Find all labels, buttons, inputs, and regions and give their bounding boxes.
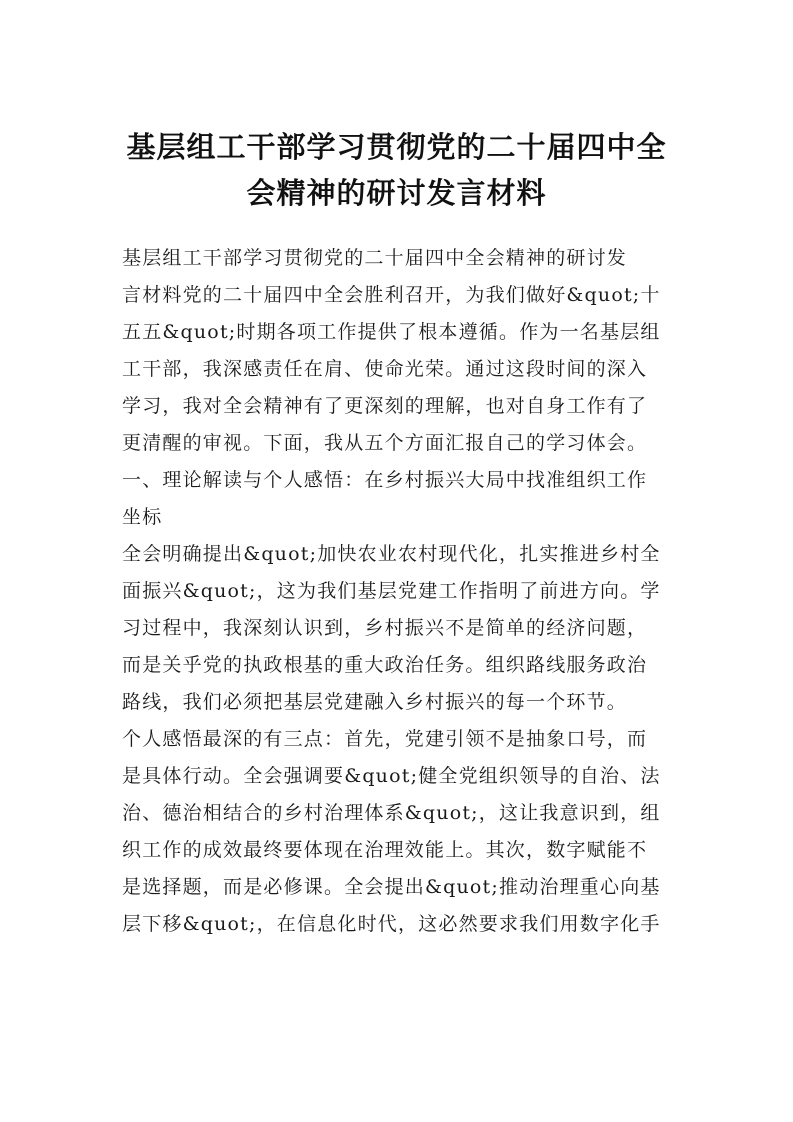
body-line: 路线，我们必须把基层党建融入乡村振兴的每一个环节。 xyxy=(122,691,628,713)
title-line: 基层组工干部学习贯彻党的二十届四中全 xyxy=(126,130,667,164)
document-title xyxy=(80,124,713,216)
body-line: 是选择题，而是必修课。全会提出&quot;推动治理重心向基 xyxy=(122,876,661,898)
title-line: 会精神的研讨发言材料 xyxy=(246,176,547,210)
body-line: 个人感悟最深的有三点：首先，党建引领不是抽象口号，而 xyxy=(122,728,648,750)
body-line: 面振兴&quot;，这为我们基层党建工作指明了前进方向。学 xyxy=(122,580,661,602)
body-line: 治、德治相结合的乡村治理体系&quot;，这让我意识到，组 xyxy=(122,802,661,824)
document-body xyxy=(122,240,676,943)
body-line: 更清醒的审视。下面，我从五个方面汇报自己的学习体会。 xyxy=(122,432,648,454)
body-line: 织工作的成效最终要体现在治理效能上。其次，数字赋能不 xyxy=(122,839,648,861)
body-line: 而是关乎党的执政根基的重大政治任务。组织路线服务政治 xyxy=(122,654,648,676)
body-line: 基层组工干部学习贯彻党的二十届四中全会精神的研讨发 xyxy=(122,247,628,269)
section-heading-line: 坐标 xyxy=(122,506,163,528)
body-line: 五五&quot;时期各项工作提供了根本遵循。作为一名基层组 xyxy=(122,321,661,343)
body-line: 层下移&quot;，在信息化时代，这必然要求我们用数字化手 xyxy=(122,913,661,935)
body-line: 学习，我对全会精神有了更深刻的理解，也对自身工作有了 xyxy=(122,395,648,417)
body-line: 工干部，我深感责任在肩、使命光荣。通过这段时间的深入 xyxy=(122,358,648,380)
body-line: 言材料党的二十届四中全会胜利召开，为我们做好&quot;十 xyxy=(122,284,661,306)
body-line: 全会明确提出&quot;加快农业农村现代化，扎实推进乡村全 xyxy=(122,543,661,565)
section-heading-line: 一、理论解读与个人感悟：在乡村振兴大局中找准组织工作 xyxy=(122,469,648,491)
body-line: 习过程中，我深刻认识到，乡村振兴不是简单的经济问题， xyxy=(122,617,648,639)
body-line: 是具体行动。全会强调要&quot;健全党组织领导的自治、法 xyxy=(122,765,661,787)
